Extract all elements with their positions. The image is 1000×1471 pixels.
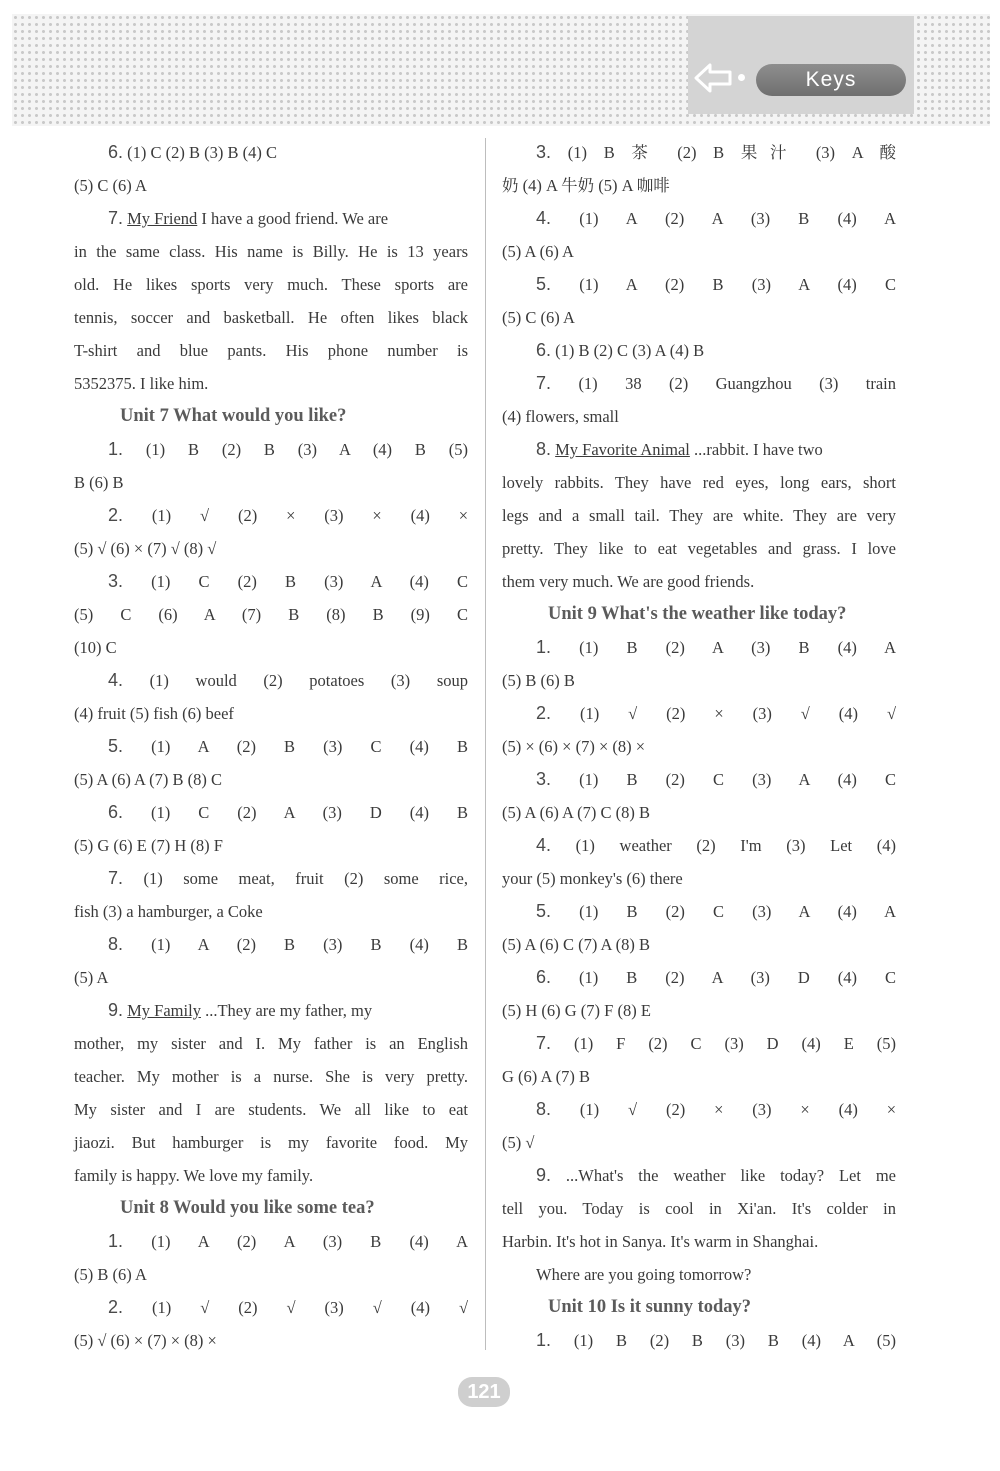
answer-text: ...They are my father, my xyxy=(205,1001,373,1020)
answer-text: pretty. They like to eat vegetables and grass. I love xyxy=(502,539,896,558)
answer-text-line xyxy=(74,532,468,565)
answer-text: your (5) monkey's (6) there xyxy=(502,869,683,888)
answer-line xyxy=(74,565,468,598)
question-number: 1. xyxy=(108,1231,124,1251)
answer-text: (5) √ (6) × (7) × (8) × xyxy=(74,1331,217,1350)
answer-text-line xyxy=(74,697,468,730)
answer-text-line xyxy=(502,862,896,895)
question-number: 8. xyxy=(536,439,552,459)
answer-text-line xyxy=(502,796,896,829)
answer-line xyxy=(502,1324,896,1357)
answer-line xyxy=(74,664,468,697)
answer-line xyxy=(74,862,468,895)
question-number: 9. xyxy=(536,1165,552,1185)
answer-line xyxy=(502,631,896,664)
answer-text: (1) C (2) A (3) D (4) B xyxy=(151,803,468,822)
essay-title: My Friend xyxy=(127,209,198,228)
question-number: 3. xyxy=(536,769,552,789)
answer-text: (1) B (2) C (3) A (4) C xyxy=(579,770,897,789)
answer-text: (5) A xyxy=(74,968,109,987)
question-number: 1. xyxy=(108,439,124,459)
answer-text: (1) B (2) A (3) B (4) A xyxy=(579,638,897,657)
answer-text-line xyxy=(502,565,896,598)
answer-line xyxy=(74,994,468,1027)
unit-heading: Unit 7 What would you like? xyxy=(120,406,347,426)
answer-text: (1) A (2) B (3) C (4) B xyxy=(151,737,469,756)
question-number: 3. xyxy=(536,142,552,162)
answer-text: (1) √ (2) √ (3) √ (4) √ xyxy=(152,1298,469,1317)
essay-title: My Family xyxy=(127,1001,201,1020)
answer-text: (1) A (2) A (3) B (4) A xyxy=(579,209,896,228)
answer-text-line xyxy=(502,400,896,433)
answer-text-line xyxy=(502,532,896,565)
question-number: 6. xyxy=(108,802,124,822)
answer-text-line xyxy=(502,301,896,334)
question-number: 5. xyxy=(536,901,552,921)
essay-title: My Favorite Animal xyxy=(555,440,690,459)
answer-line xyxy=(502,1027,896,1060)
answer-text: (5) C (6) A xyxy=(74,176,147,195)
answer-text: (1) B (2) C (3) A (4) B xyxy=(555,341,705,360)
unit-heading: Unit 10 Is it sunny today? xyxy=(548,1297,752,1317)
arrow-left-icon xyxy=(694,62,734,94)
question-number: 1. xyxy=(536,1330,552,1350)
answer-text: (1) √ (2) × (3) × (4) × xyxy=(579,1100,897,1119)
answer-line xyxy=(502,367,896,400)
answer-text: (5) B (6) A xyxy=(74,1265,147,1284)
answer-line xyxy=(502,136,896,169)
answer-text-line xyxy=(74,301,468,334)
answer-text: (1) B (2) B (3) B (4) A (5) xyxy=(573,1331,897,1350)
answer-line xyxy=(502,697,896,730)
answer-text: (1) would (2) potatoes (3) soup xyxy=(149,671,468,690)
question-number: 3. xyxy=(108,571,124,591)
answer-line xyxy=(502,1159,896,1192)
answer-line xyxy=(74,1291,468,1324)
answer-text-line xyxy=(74,1027,468,1060)
question-number: 9. xyxy=(108,1000,124,1020)
answer-text: (1) 38 (2) Guangzhou (3) train xyxy=(578,374,896,393)
question-number: 6. xyxy=(536,340,552,360)
unit-heading: Unit 9 What's the weather like today? xyxy=(548,604,847,624)
answer-text: old. He likes sports very much. These sports are xyxy=(74,275,468,294)
question-number: 1. xyxy=(536,637,552,657)
answer-text-line xyxy=(74,1258,468,1291)
answer-text-line xyxy=(502,1225,896,1258)
answer-text: My sister and I are students. We all like to eat xyxy=(74,1100,468,1119)
answer-text: I have a good friend. We are xyxy=(201,209,389,228)
answer-text: (4) flowers, small xyxy=(502,407,619,426)
answer-text: jiaozi. But hamburger is my favorite food. My xyxy=(74,1133,468,1152)
answer-text: (1) √ (2) × (3) × (4) × xyxy=(151,506,469,525)
answer-text: (5) B (6) B xyxy=(502,671,575,690)
answer-line xyxy=(74,730,468,763)
answer-text: (1) C (2) B (3) B (4) C xyxy=(127,143,277,162)
answer-line xyxy=(502,268,896,301)
answer-text-line xyxy=(74,1060,468,1093)
answer-text: in the same class. His name is Billy. He is 13 years xyxy=(74,242,468,261)
answer-text: fish (3) a hamburger, a Coke xyxy=(74,902,263,921)
answer-text-line xyxy=(502,235,896,268)
question-number: 4. xyxy=(536,208,552,228)
answer-text: Harbin. It's hot in Sanya. It's warm in Shanghai. xyxy=(502,1232,819,1251)
answer-text: (5) √ xyxy=(502,1133,535,1152)
answer-text: (5) √ (6) × (7) √ (8) √ xyxy=(74,539,217,558)
answer-line xyxy=(502,763,896,796)
answer-line xyxy=(74,433,468,466)
answer-text-line xyxy=(502,1126,896,1159)
answer-text-line xyxy=(74,1126,468,1159)
answer-text: 5352375. I like him. xyxy=(74,374,209,393)
answer-text: (1) C (2) B (3) A (4) C xyxy=(151,572,469,591)
arrow-dot xyxy=(738,74,745,81)
question-number: 5. xyxy=(536,274,552,294)
answer-text: T-shirt and blue pants. His phone number is xyxy=(74,341,468,360)
answer-text: B (6) B xyxy=(74,473,124,492)
answer-text-line xyxy=(502,466,896,499)
answer-text: (5) C (6) A xyxy=(502,308,575,327)
answer-text: (1) B 茶 (2) B 果汁 (3) A 酸 xyxy=(567,143,896,162)
answer-text: 奶 (4) A 牛奶 (5) A 咖啡 xyxy=(502,176,670,195)
answer-text: family is happy. We love my family. xyxy=(74,1166,314,1185)
answer-text: (1) some meat, fruit (2) some rice, xyxy=(143,869,468,888)
column-divider xyxy=(485,138,486,1350)
answer-line xyxy=(74,1225,468,1258)
question-number: 7. xyxy=(536,1033,552,1053)
answer-text-line xyxy=(74,466,468,499)
answer-line xyxy=(502,895,896,928)
answer-text: (1) F (2) C (3) D (4) E (5) xyxy=(573,1034,897,1053)
question-number: 2. xyxy=(108,505,124,525)
answer-line xyxy=(502,433,896,466)
answer-text: (5) A (6) A (7) C (8) B xyxy=(502,803,651,822)
answer-text: legs and a small tail. They are white. They are very xyxy=(502,506,896,525)
answer-text-line xyxy=(502,169,896,202)
answer-line xyxy=(502,202,896,235)
question-number: 4. xyxy=(536,835,552,855)
answer-text-line xyxy=(74,895,468,928)
answer-text: (1) A (2) B (3) B (4) B xyxy=(151,935,469,954)
answer-text-line xyxy=(502,499,896,532)
answer-text-line xyxy=(74,631,468,664)
answer-text: tell you. Today is cool in Xi'an. It's colder in xyxy=(502,1199,896,1218)
answer-text-line xyxy=(74,829,468,862)
answer-text: (1) B (2) B (3) A (4) B (5) xyxy=(145,440,469,459)
answer-text: them very much. We are good friends. xyxy=(502,572,755,591)
answer-text-line xyxy=(74,763,468,796)
answer-text: (1) B (2) C (3) A (4) A xyxy=(579,902,897,921)
keys-label: Keys xyxy=(756,64,906,96)
answer-text: (5) A (6) C (7) A (8) B xyxy=(502,935,651,954)
answer-text-line xyxy=(74,961,468,994)
answer-line xyxy=(502,334,896,367)
answer-text-line xyxy=(74,1324,468,1357)
page-number: 121 xyxy=(458,1377,510,1407)
answer-text: (1) weather (2) I'm (3) Let (4) xyxy=(575,836,897,855)
answer-text: (5) G (6) E (7) H (8) F xyxy=(74,836,223,855)
answer-text-line xyxy=(502,994,896,1027)
answer-line xyxy=(74,796,468,829)
question-number: 6. xyxy=(108,142,124,162)
answer-line xyxy=(502,829,896,862)
unit-heading: Unit 8 Would you like some tea? xyxy=(120,1198,375,1218)
question-number: 8. xyxy=(108,934,124,954)
question-number: 7. xyxy=(108,868,124,888)
question-number: 2. xyxy=(108,1297,124,1317)
answer-text: (1) B (2) A (3) D (4) C xyxy=(579,968,896,987)
right-column xyxy=(502,136,896,1357)
answer-text: (1) A (2) A (3) B (4) A xyxy=(151,1232,468,1251)
answer-text: Where are you going tomorrow? xyxy=(536,1265,752,1284)
question-number: 4. xyxy=(108,670,124,690)
answer-text: ...What's the weather like today? Let me xyxy=(565,1166,896,1185)
answer-text-line xyxy=(74,235,468,268)
answer-text-line xyxy=(502,730,896,763)
answer-text: (4) fruit (5) fish (6) beef xyxy=(74,704,234,723)
question-number: 8. xyxy=(536,1099,552,1119)
answer-line xyxy=(74,499,468,532)
answer-text-line xyxy=(502,664,896,697)
question-number: 5. xyxy=(108,736,124,756)
answer-text: (5) C (6) A (7) B (8) B (9) C xyxy=(74,605,468,624)
question-number: 6. xyxy=(536,967,552,987)
answer-text-line xyxy=(74,1159,468,1192)
answer-text-line xyxy=(74,334,468,367)
answer-line xyxy=(502,961,896,994)
answer-text: lovely rabbits. They have red eyes, long ears, short xyxy=(502,473,896,492)
answer-text: teacher. My mother is a nurse. She is very pretty. xyxy=(74,1067,468,1086)
answer-text: (5) A (6) A (7) B (8) C xyxy=(74,770,223,789)
question-number: 7. xyxy=(536,373,552,393)
answer-text: mother, my sister and I. My father is an English xyxy=(74,1034,468,1053)
left-column xyxy=(74,136,468,1357)
answer-text-line xyxy=(502,1060,896,1093)
answer-line xyxy=(502,1093,896,1126)
question-number: 7. xyxy=(108,208,124,228)
answer-text-line xyxy=(74,598,468,631)
answer-text-line xyxy=(74,169,468,202)
answer-text: (5) × (6) × (7) × (8) × xyxy=(502,737,646,756)
answer-text-line xyxy=(502,1192,896,1225)
answer-text-line xyxy=(74,268,468,301)
answer-text: ...rabbit. I have two xyxy=(694,440,823,459)
answer-text: (5) H (6) G (7) F (8) E xyxy=(502,1001,651,1020)
answer-text-line xyxy=(74,367,468,400)
answer-text: (5) A (6) A xyxy=(502,242,574,261)
answer-line xyxy=(74,202,468,235)
answer-text: (1) A (2) B (3) A (4) C xyxy=(579,275,896,294)
answer-line xyxy=(74,928,468,961)
answer-text: tennis, soccer and basketball. He often likes black xyxy=(74,308,468,327)
answer-text: (10) C xyxy=(74,638,117,657)
answer-text-line xyxy=(74,1093,468,1126)
answer-line xyxy=(502,1258,896,1291)
answer-line xyxy=(74,136,468,169)
answer-text-line xyxy=(502,928,896,961)
answer-text: G (6) A (7) B xyxy=(502,1067,590,1086)
answer-text: (1) √ (2) × (3) √ (4) √ xyxy=(579,704,897,723)
question-number: 2. xyxy=(536,703,552,723)
